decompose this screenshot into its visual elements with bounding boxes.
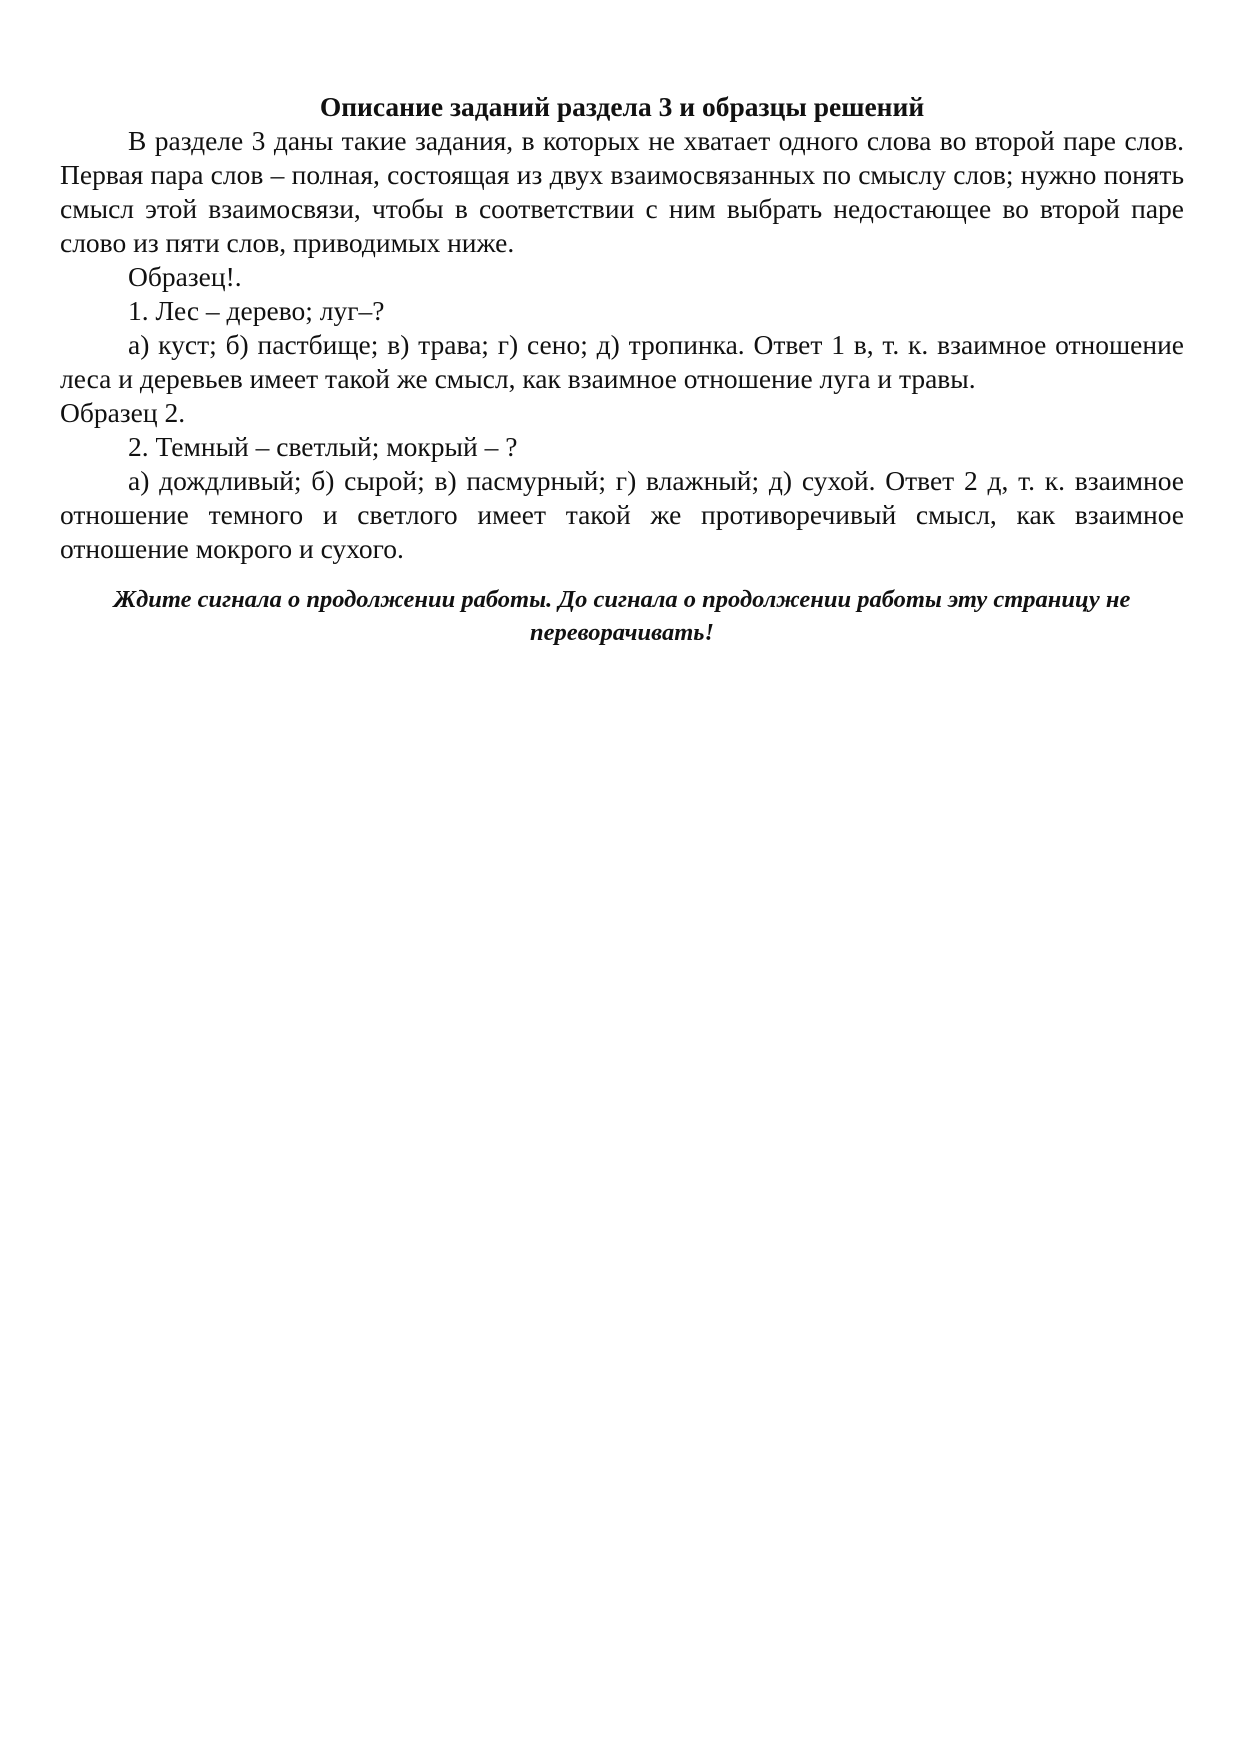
intro-paragraph: В разделе 3 даны такие задания, в которых не хватает одного слова во второй паре слов. Первая пара слов – полная, состоящая из двух взаимосвязанных по смыслу слов; нужно понять смысл этой взаимосвязи, чтобы в соответствии с ним выбрать недостающее во второй паре слово из пяти слов, приводимых ниже. (60, 125, 1184, 258)
sample-2-question: 2. Темный – светлый; мокрый – ? (128, 431, 518, 462)
document-title: Описание заданий раздела 3 и образцы решений (319, 91, 925, 122)
sample-1-question: 1. Лес – дерево; луг–? (128, 295, 385, 326)
document-body (60, 90, 1184, 566)
sample-1-heading: Образец!. (128, 261, 242, 292)
sample-2-heading: Образец 2. (60, 397, 186, 428)
sample-2-answer: а) дождливый; б) сырой; в) пасмурный; г) влажный; д) сухой. Ответ 2 д, т. к. взаимное отношение темного и светлого имеет такой же противоречивый смысл, как взаимное отношение мокрого и сухого. (60, 465, 1184, 564)
sample-1-answer: а) куст; б) пастбище; в) трава; г) сено; д) тропинка. Ответ 1 в, т. к. взаимное отношение леса и деревьев имеет такой же смысл, как взаимное отношение луга и травы. (60, 329, 1184, 394)
wait-signal-notice: Ждите сигнала о продолжении работы. До сигнала о продолжении работы эту страницу не переворачивать! (113, 586, 1131, 646)
